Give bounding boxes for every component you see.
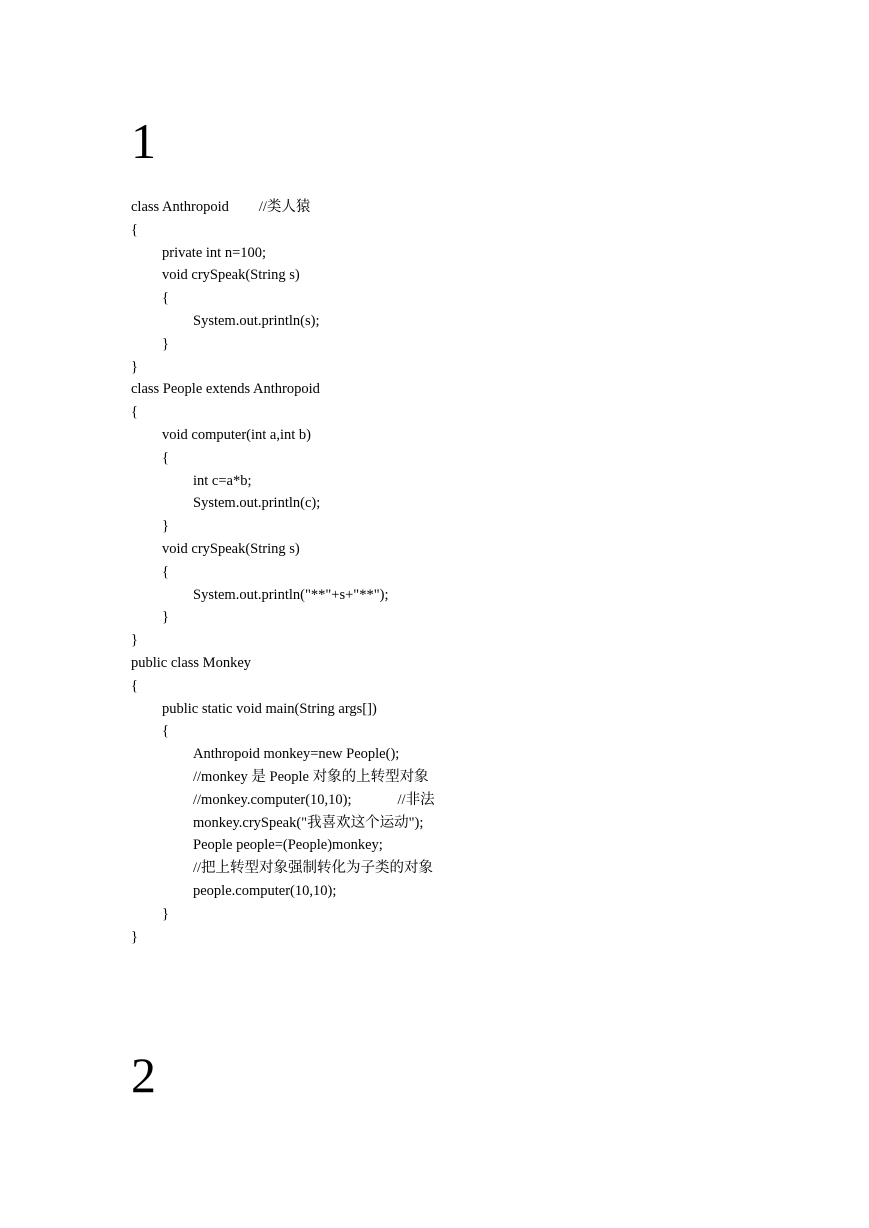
code-line	[131, 789, 731, 812]
code-text: //monkey.computer(10,10);	[193, 791, 352, 808]
code-line: }	[162, 609, 169, 626]
code-line: }	[162, 518, 169, 535]
code-line: void crySpeak(String s)	[162, 540, 300, 557]
code-line: {	[162, 290, 169, 307]
code-line: People people=(People)monkey;	[193, 837, 383, 854]
section-number: 1	[131, 113, 156, 169]
code-line: void computer(int a,int b)	[162, 426, 311, 443]
code-line: {	[131, 221, 138, 238]
code-line: class People extends Anthropoid	[131, 381, 320, 398]
code-block	[131, 196, 731, 948]
code-line	[131, 196, 731, 219]
code-line: }	[131, 358, 138, 375]
code-line: {	[162, 449, 169, 466]
code-line: people.computer(10,10);	[193, 882, 337, 899]
code-line: }	[162, 905, 169, 922]
code-comment: //非法	[397, 791, 435, 808]
code-line: private int n=100;	[162, 244, 267, 261]
code-comment: //类人猿	[258, 199, 311, 215]
code-line: //把上转型对象强制转化为子类的对象	[193, 860, 434, 877]
code-line: monkey.crySpeak("我喜欢这个运动");	[193, 814, 424, 831]
code-line: }	[131, 928, 138, 945]
code-line: {	[131, 677, 138, 694]
section-number: 2	[131, 1047, 156, 1103]
code-line: //monkey 是 People 对象的上转型对象	[193, 768, 429, 785]
code-line: System.out.println(s);	[193, 312, 320, 329]
code-line: int c=a*b;	[193, 472, 252, 489]
code-text: class Anthropoid	[131, 199, 229, 215]
code-line: Anthropoid monkey=new People();	[193, 746, 400, 763]
code-line: System.out.println("**"+s+"**");	[193, 586, 389, 603]
code-line: {	[162, 563, 169, 580]
code-line: public class Monkey	[131, 654, 252, 671]
code-line: }	[131, 632, 138, 649]
code-line: public static void main(String args[])	[162, 700, 377, 717]
code-line: void crySpeak(String s)	[162, 267, 300, 284]
code-line: {	[162, 723, 169, 740]
code-line: }	[162, 335, 169, 352]
code-line: {	[131, 404, 138, 421]
code-line: System.out.println(c);	[193, 495, 321, 512]
